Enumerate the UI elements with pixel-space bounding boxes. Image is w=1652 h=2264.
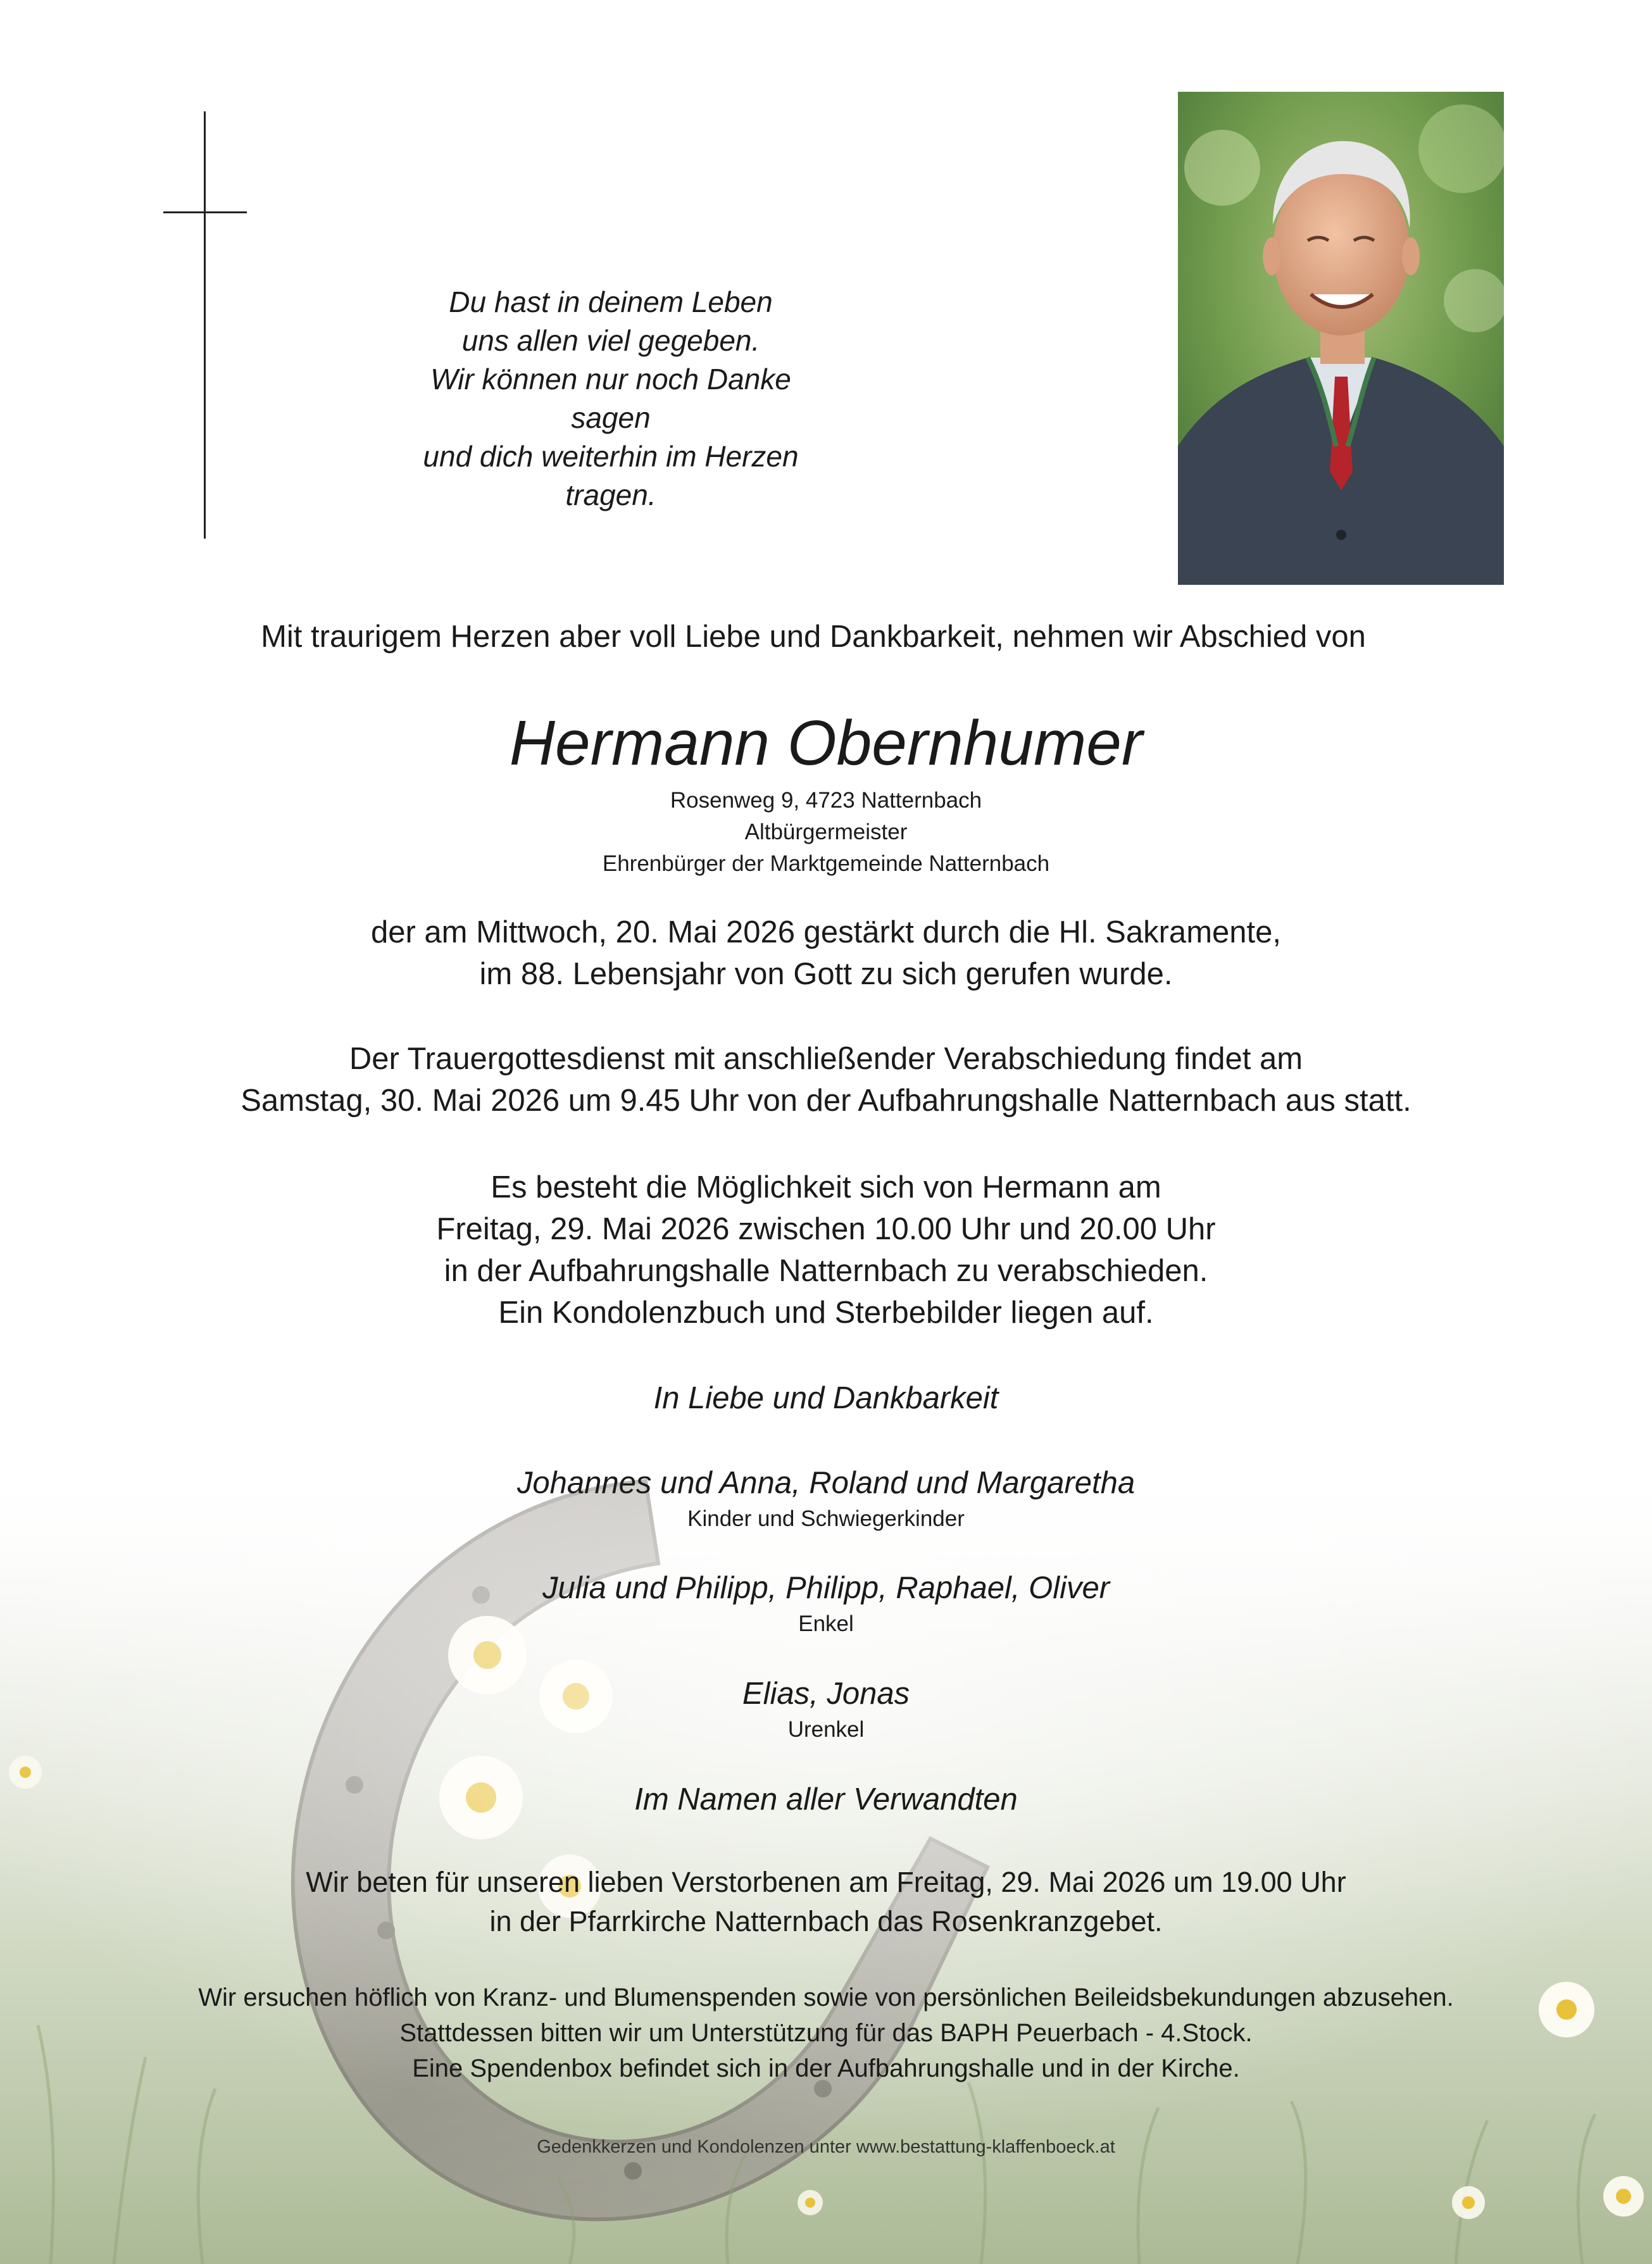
- farewell-line: Freitag, 29. Mai 2026 zwischen 10.00 Uhr und 20.00 Uhr: [436, 1212, 1216, 1246]
- farewell-line: Es besteht die Möglichkeit sich von Hermann am: [491, 1170, 1161, 1204]
- deceased-name: Hermann Obernhumer: [509, 708, 1143, 779]
- poem-line: uns allen viel gegeben.: [461, 324, 760, 357]
- intro-text: Mit traurigem Herzen aber voll Liebe und Dankbarkeit, nehmen wir Abschied von: [261, 620, 1366, 654]
- mourner-names: Johannes und Anna, Roland und Margaretha: [516, 1466, 1136, 1500]
- poem-line: und dich weiterhin im Herzen tragen.: [423, 440, 799, 511]
- deceased-honor: Ehrenbürger der Marktgemeinde Natternbach: [602, 851, 1050, 876]
- mourner-relation: Kinder und Schwiegerkinder: [687, 1506, 965, 1531]
- footer-text: Gedenkkerzen und Kondolenzen unter www.bestattung-klaffenboeck.at: [537, 2137, 1115, 2157]
- deceased-title: Altbürgermeister: [744, 820, 908, 844]
- closing-text: In Liebe und Dankbarkeit: [653, 1381, 999, 1415]
- donation-line: Wir ersuchen höflich von Kranz- und Blumenspenden sowie von persönlichen Beileidsbekundungen abzusehen.: [198, 1984, 1454, 2011]
- deceased-address: Rosenweg 9, 4723 Natternbach: [670, 788, 982, 813]
- poem-line: Wir können nur noch Danke sagen: [430, 363, 791, 434]
- rosary-line: in der Pfarrkirche Natternbach das Rosenkranzgebet.: [489, 1905, 1163, 1937]
- death-notice: [0, 911, 1652, 995]
- mourner-relation: Urenkel: [787, 1717, 865, 1742]
- rosary-line: Wir beten für unseren lieben Verstorbenen am Freitag, 29. Mai 2026 um 19.00 Uhr: [306, 1866, 1346, 1898]
- death-line: der am Mittwoch, 20. Mai 2026 gestärkt durch die Hl. Sakramente,: [371, 915, 1281, 949]
- donation-line: Stattdessen bitten wir um Unterstützung für das BAPH Peuerbach - 4.Stock.: [399, 2019, 1253, 2047]
- farewell-notice: [0, 1166, 1652, 1334]
- mourner-relation: Enkel: [798, 1611, 854, 1636]
- mourner-names: Elias, Jonas: [742, 1677, 910, 1711]
- death-line: im 88. Lebensjahr von Gott zu sich gerufen wurde.: [479, 957, 1173, 991]
- farewell-line: Ein Kondolenzbuch und Sterbebilder liegen auf.: [498, 1296, 1154, 1330]
- donation-line: Eine Spendenbox befindet sich in der Aufbahrungshalle und in der Kirche.: [412, 2054, 1240, 2082]
- poem-line: Du hast in deinem Leben: [449, 285, 773, 318]
- funeral-line: Samstag, 30. Mai 2026 um 9.45 Uhr von der Aufbahrungshalle Natternbach aus statt.: [241, 1084, 1411, 1118]
- rosary-notice: [0, 1863, 1652, 1941]
- memorial-poem: [405, 283, 817, 515]
- relatives-text: Im Namen aller Verwandten: [634, 1782, 1018, 1817]
- funeral-line: Der Trauergottesdienst mit anschließender Verabschiedung findet am: [349, 1042, 1303, 1076]
- mourner-names: Julia und Philipp, Philipp, Raphael, Oliver: [542, 1571, 1110, 1605]
- portrait-photo: [1178, 92, 1504, 585]
- donation-notice: [0, 1980, 1652, 2086]
- farewell-line: in der Aufbahrungshalle Natternbach zu verabschieden.: [444, 1254, 1208, 1288]
- funeral-notice: [0, 1038, 1652, 1122]
